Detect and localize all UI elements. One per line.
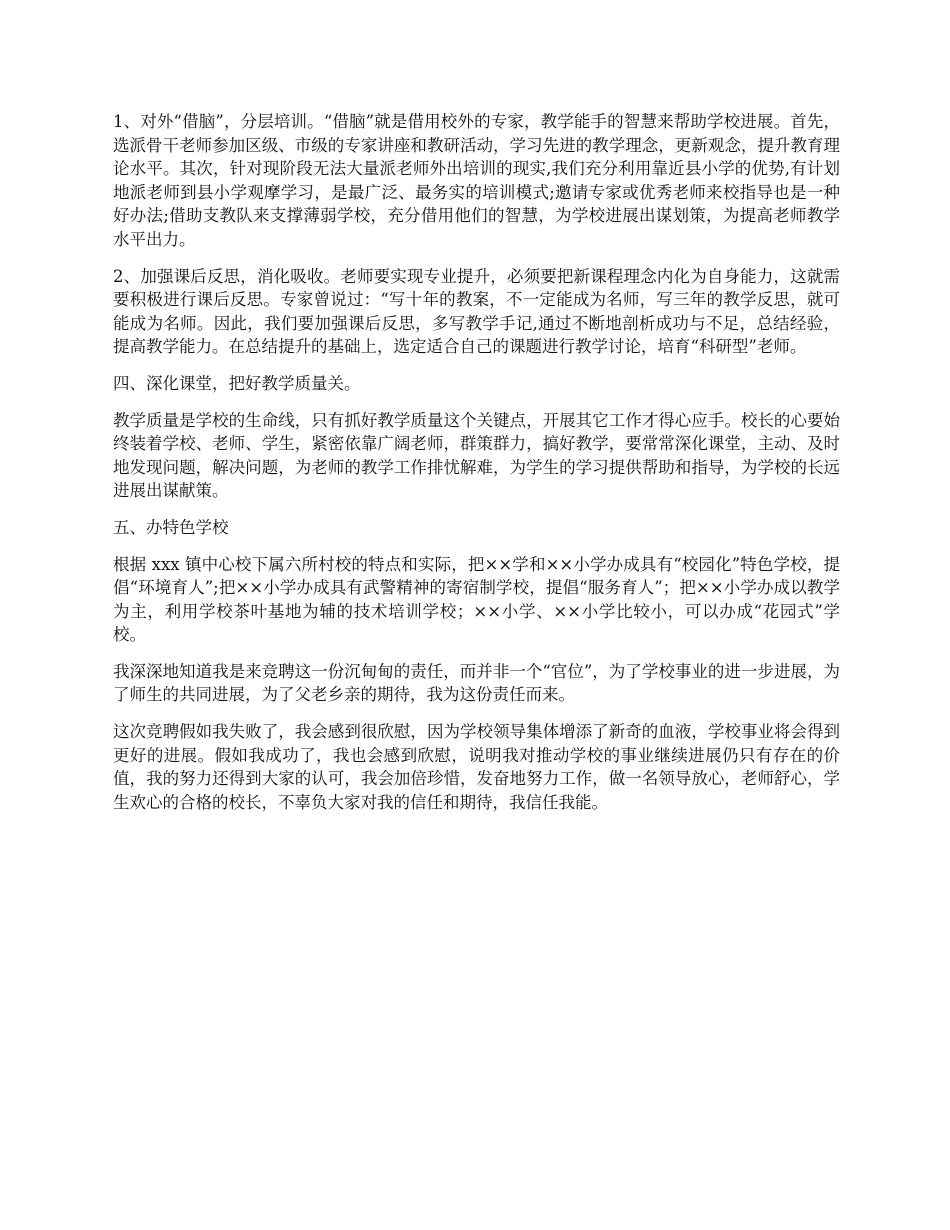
section-heading-special-schools: 五、办特色学校 xyxy=(113,517,229,537)
paragraph-reflection: 2、加强课后反思，消化吸收。老师要实现专业提升，必须要把新课程理念内化为自身能力，这就需要积极进行课后反思。专家曾说过：“写十年的教案，不一定能成为名师，写三年的教学反思，就可能成为名师。因此，我们要加强课后反思，多写教学手记,通过不断地剖析成功与不足，总结经验，提高教学能力。在总结提升的基础上，选定适合自己的课题进行教学讨论，培育“科研型”老师。 xyxy=(113,266,840,357)
paragraph-training: 1、对外“借脑”，分层培训。“借脑”就是借用校外的专家，教学能手的智慧来帮助学校进展。首先，选派骨干老师参加区级、市级的专家讲座和教研活动，学习先进的教学理念，更新观念，提升教育理论水平。其次，针对现阶段无法大量派老师外出培训的现实,我们充分利用靠近县小学的优势,有计划地派老师到县小学观摩学习，是最广泛、最务实的培训模式;邀请专家或优秀老师来校指导也是一种好办法;借助支教队来支撑薄弱学校，充分借用他们的智慧，为学校进展出谋划策，为提高老师教学水平出力。 xyxy=(113,112,840,249)
document-body xyxy=(113,110,840,827)
section-heading-classroom: 四、深化课堂，把好教学质量关。 xyxy=(113,373,361,393)
paragraph-conclusion: 这次竞聘假如我失败了，我会感到很欣慰，因为学校领导集体增添了新奇的血液，学校事业将会得到更好的进展。假如我成功了，我也会感到欣慰，说明我对推动学校的事业继续进展仍只有存在的价值，我的努力还得到大家的认可，我会加倍珍惜，发奋地努力工作，做一名领导放心，老师舒心，学生欢心的合格的校长，不辜负大家对我的信任和期待，我信任我能。 xyxy=(113,722,840,812)
paragraph-teaching-quality: 教学质量是学校的生命线，只有抓好教学质量这个关键点，开展其它工作才得心应手。校长的心要始终装着学校、老师、学生，紧密依靠广阔老师，群策群力，搞好教学，要常常深化课堂，主动、及时地发现问题，解决问题，为老师的教学工作排忧解难，为学生的学习提供帮助和指导，为学校的长远进展出谋献策。 xyxy=(113,410,840,501)
paragraph-special-schools: 根据 xxx 镇中心校下属六所村校的特点和实际，把××学和××小学办成具有“校园化”特色学校，提倡“环境育人”;把××小学办成具有武警精神的寄宿制学校，提倡“服务育人”；把××小学办成以教学为主，利用学校茶叶基地为辅的技术培训学校；××小学、××小学比较小，可以办成“花园式”学校。 xyxy=(113,554,840,645)
paragraph-responsibility: 我深深地知道我是来竞聘这一份沉甸甸的责任，而并非一个“官位”，为了学校事业的进一步进展，为了师生的共同进展，为了父老乡亲的期待，我为这份责任而来。 xyxy=(113,661,840,705)
